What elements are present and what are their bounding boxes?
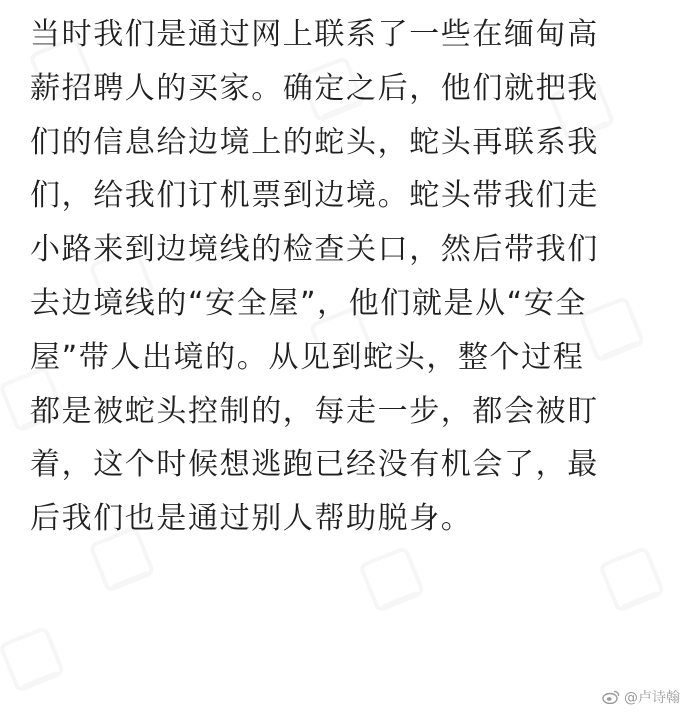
text-line: 小路来到边境线的检查关口，然后带我们 (30, 232, 599, 268)
text-line: 薪招聘人的买家。确定之后，他们就把我 (30, 70, 599, 106)
credit-handle: @卢诗翰 (624, 690, 680, 706)
text-line: 们的信息给边境上的蛇头，蛇头再联系我 (30, 124, 599, 160)
text-line: 去边境线的“安全屋”，他们就是从“安全 (30, 285, 588, 321)
watermark-stamp (348, 538, 431, 621)
weibo-icon (602, 690, 620, 704)
source-credit (602, 687, 680, 707)
text-line: 后我们也是通过别人帮助脱身。 (30, 501, 473, 537)
text-line: 当时我们是通过网上联系了一些在缅甸高 (30, 17, 599, 52)
text-line: 屋”带人出境的。从见到蛇头，整个过程 (30, 339, 585, 375)
text-line: 们，给我们订机票到边境。蛇头带我们走 (30, 178, 599, 214)
watermark-stamp (588, 538, 671, 621)
text-line: 都是被蛇头控制的，每走一步，都会被盯 (30, 393, 599, 429)
watermark-stamp (0, 618, 72, 701)
article-body (30, 8, 670, 546)
text-line: 着，这个时候想逃跑已经没有机会了，最 (30, 447, 599, 483)
